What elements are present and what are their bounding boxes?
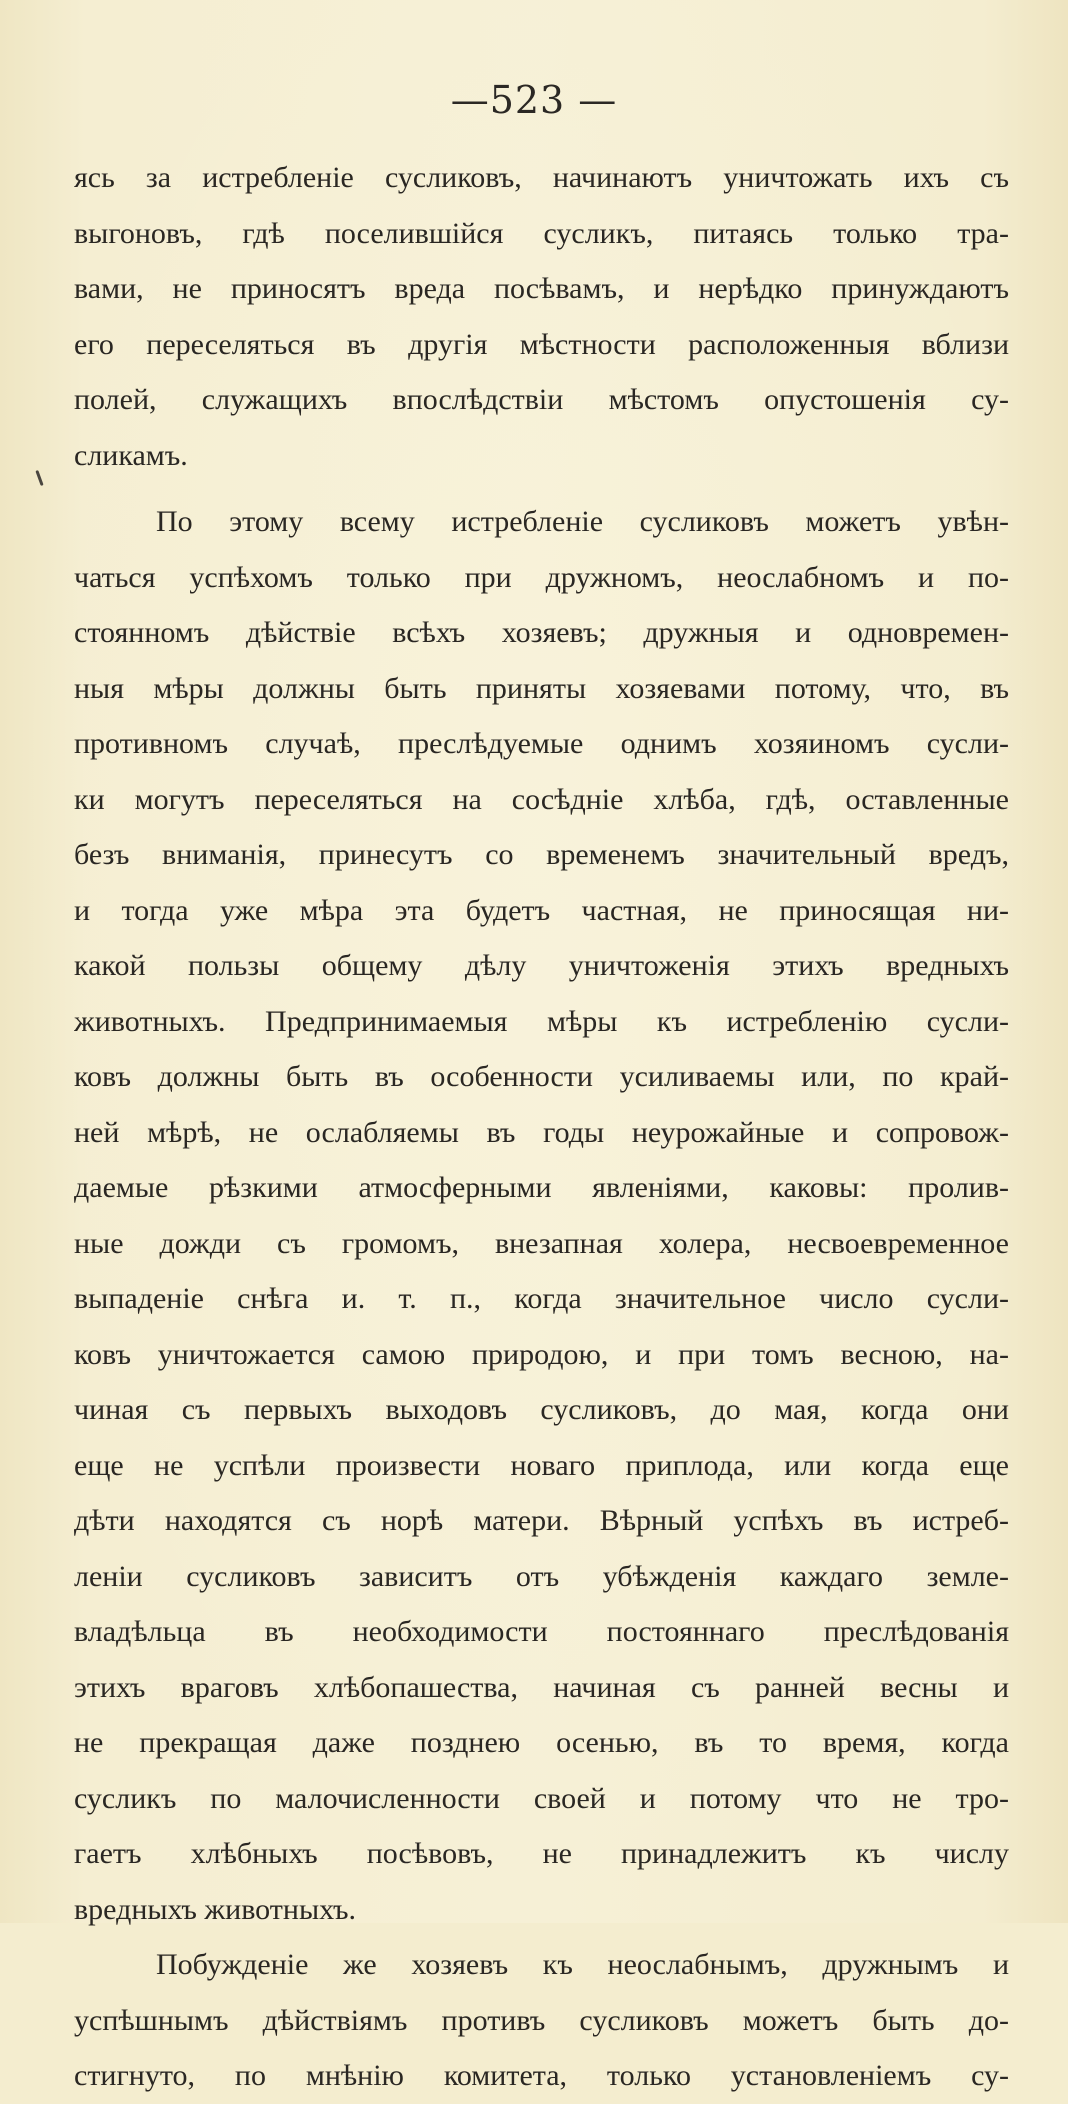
text-line: успѣшнымъ дѣйствіямъ противъ сусликовъ можетъ быть до-	[74, 2003, 1009, 2037]
text-line: ковъ уничтожается самою природою, и при томъ весною, на-	[74, 1337, 1009, 1371]
text-line: этихъ враговъ хлѣбопашества, начиная съ ранней весны и	[74, 1670, 1009, 1704]
text-line: сусликъ по малочисленности своей и потому что не тро-	[74, 1781, 1009, 1815]
text-line: леніи сусликовъ зависитъ отъ убѣжденія каждаго земле-	[74, 1559, 1009, 1593]
text-line: чаться успѣхомъ только при дружномъ, неослабномъ и по-	[74, 560, 1009, 594]
text-line: вами, не приносятъ вреда посѣвамъ, и нерѣдко принуждаютъ	[74, 272, 1009, 305]
paragraph-3	[74, 1937, 1009, 2104]
text-line: ней мѣрѣ, не ослабляемы въ годы неурожайные и сопровож-	[74, 1115, 1009, 1149]
text-line: Побужденіе же хозяевъ къ неослабнымъ, дружнымъ и	[156, 1948, 1009, 1981]
paragraph-2	[74, 494, 1009, 1937]
text-line: какой пользы общему дѣлу уничтоженія этихъ вредныхъ	[74, 949, 1009, 982]
text-line: дѣти находятся съ норѣ матери. Вѣрный успѣхъ въ истреб-	[74, 1504, 1009, 1537]
text-line: сликамъ.	[74, 438, 188, 472]
text-line: ки могутъ переселяться на сосѣдніе хлѣба, гдѣ, оставленные	[74, 782, 1009, 816]
text-line: даемые рѣзкими атмосферными явленіями, каковы: пролив-	[74, 1171, 1009, 1204]
text-line: его переселяться въ другія мѣстности расположенныя вблизи	[74, 327, 1009, 361]
text-line: и тогда уже мѣра эта будетъ частная, не приносящая ни-	[74, 893, 1009, 927]
text-line: ныя мѣры должны быть приняты хозяевами потому, что, въ	[74, 671, 1009, 705]
text-line: ясь за истребленіе сусликовъ, начинаютъ уничтожать ихъ съ	[74, 161, 1009, 194]
body-text	[74, 150, 1009, 2104]
text-line: По этому всему истребленіе сусликовъ можетъ увѣн-	[156, 505, 1009, 538]
page-number: —523 —	[450, 78, 618, 122]
text-line: гаетъ хлѣбныхъ посѣвовъ, не принадлежитъ къ числу	[74, 1837, 1009, 1870]
text-line: не прекращая даже позднею осенью, въ то время, когда	[74, 1726, 1009, 1759]
text-line: владѣльца въ необходимости постояннаго преслѣдованія	[74, 1615, 1009, 1648]
margin-mark	[35, 470, 43, 486]
text-line: стоянномъ дѣйствіе всѣхъ хозяевъ; дружныя и одновремен-	[74, 616, 1009, 649]
text-line: стигнуто, по мнѣнію комитета, только установленіемъ су-	[74, 2059, 1009, 2092]
paragraph-1	[74, 150, 1009, 483]
text-line: еще не успѣли произвести новаго приплода, или когда еще	[74, 1448, 1009, 1482]
text-line: полей, служащихъ впослѣдствіи мѣстомъ опустошенія су-	[74, 383, 1009, 416]
text-line: чиная съ первыхъ выходовъ сусликовъ, до мая, когда они	[74, 1393, 1009, 1426]
text-line: выпаденіе снѣга и. т. п., когда значительное число сусли-	[74, 1282, 1009, 1315]
text-line: выгоновъ, гдѣ поселившійся сусликъ, питаясь только тра-	[74, 216, 1009, 250]
text-line: ковъ должны быть въ особенности усиливаемы или, по край-	[74, 1060, 1009, 1093]
text-line: животныхъ. Предпринимаемыя мѣры къ истребленію сусли-	[74, 1004, 1009, 1038]
text-line: противномъ случаѣ, преслѣдуемые однимъ хозяиномъ сусли-	[74, 727, 1009, 760]
text-line: безъ вниманія, принесутъ со временемъ значительный вредъ,	[74, 838, 1009, 871]
text-line: ные дожди съ громомъ, внезапная холера, несвоевременное	[74, 1226, 1009, 1260]
text-line: вредныхъ животныхъ.	[74, 1892, 356, 1926]
